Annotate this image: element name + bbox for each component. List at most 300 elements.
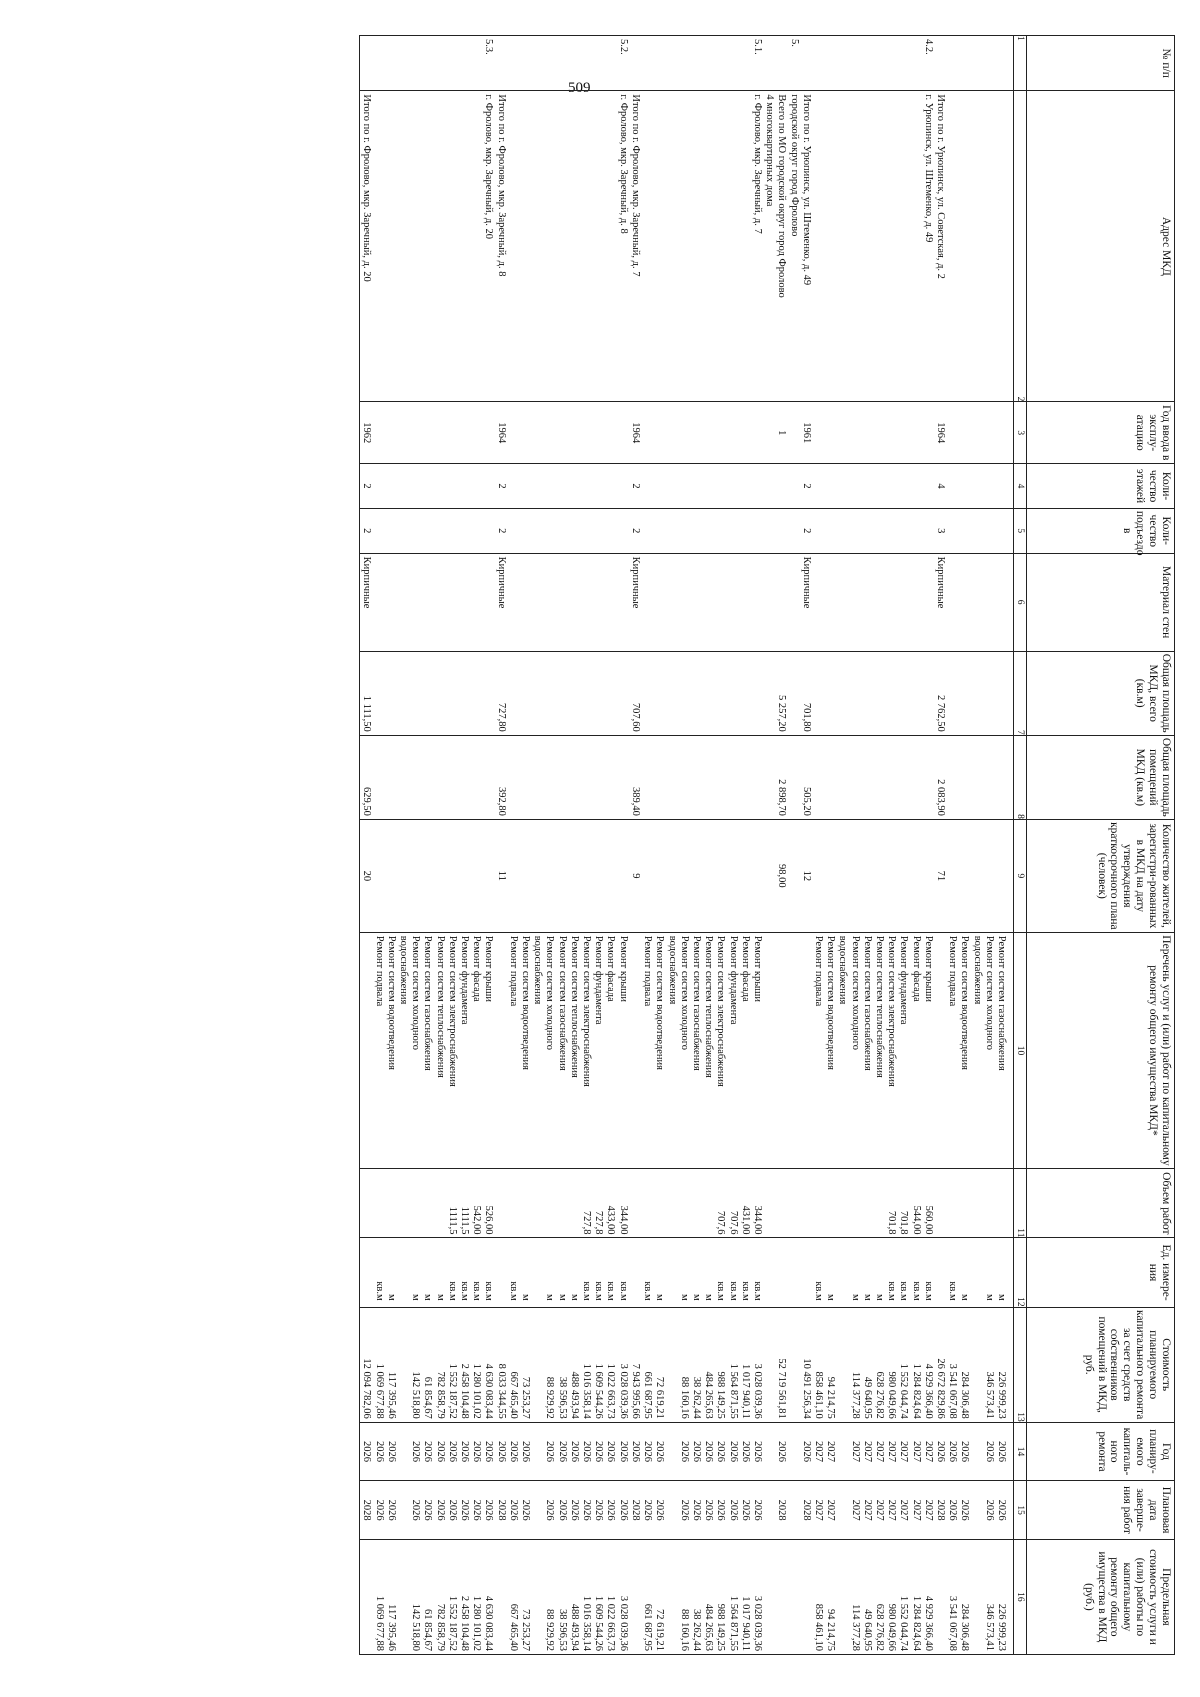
- cell-total-area: 727,80: [494, 651, 506, 735]
- cell-cost: 3 028 039,36: [751, 1307, 763, 1422]
- cell-unit: м: [824, 1238, 836, 1307]
- cell-completion-date: 2026: [507, 1481, 519, 1540]
- cell-year-built: 1964: [934, 402, 946, 464]
- cell-floors: [433, 464, 445, 509]
- cell-residents: [568, 819, 580, 932]
- cell-work-type: Ремонт крыши: [751, 932, 763, 1168]
- cell-residents: [763, 819, 775, 932]
- cell-total-area: [946, 651, 958, 735]
- table-row: [531, 36, 543, 1655]
- cell-wall-material: [531, 553, 543, 651]
- cell-entrances: [702, 508, 714, 553]
- cell-unit: кв.м: [739, 1238, 751, 1307]
- cell-address: [641, 91, 653, 402]
- cell-cost: 10 491 256,34: [800, 1307, 812, 1422]
- cell-floors: [970, 464, 982, 509]
- cell-address: [531, 91, 543, 402]
- cell-address: г. Фролово, мкр. Заречный, д. 20: [482, 91, 494, 402]
- cell-entrances: [604, 508, 616, 553]
- table-row: [507, 36, 519, 1655]
- cell-work-type: Ремонт подвала: [946, 932, 958, 1168]
- cell-residents: [446, 819, 458, 932]
- cell-repair-year: 2026: [983, 1422, 995, 1481]
- cell-entrances: [421, 508, 433, 553]
- cell-work-type: водоснабжения: [665, 932, 677, 1168]
- cell-address: [885, 91, 897, 402]
- cell-unit: м: [995, 1238, 1007, 1307]
- cell-residents: [946, 819, 958, 932]
- cell-completion-date: 2026: [641, 1481, 653, 1540]
- cell-work-type: Ремонт систем электроснабжения: [714, 932, 726, 1168]
- cell-entrances: [507, 508, 519, 553]
- header-row: [1027, 36, 1175, 1655]
- cell-residents: [873, 819, 885, 932]
- cell-cost: 2 458 104,48: [458, 1307, 470, 1422]
- cell-entrances: [568, 508, 580, 553]
- cell-row-number: [446, 36, 458, 91]
- cell-wall-material: [653, 553, 665, 651]
- cell-work-type: [763, 932, 775, 1168]
- cell-unit: [360, 1238, 373, 1307]
- cell-wall-material: [372, 553, 384, 651]
- cell-total-area: [592, 651, 604, 735]
- cell-address: [421, 91, 433, 402]
- table-row: [934, 36, 946, 1655]
- cell-max-cost: 1 552 187,52: [446, 1539, 458, 1654]
- cell-work-volume: [763, 1169, 775, 1238]
- table-row: [787, 36, 799, 1655]
- cell-premises-area: [873, 735, 885, 819]
- cell-row-number: [970, 36, 982, 91]
- cell-max-cost: 4 929 366,40: [922, 1539, 934, 1654]
- cell-residents: [543, 819, 555, 932]
- cell-residents: [409, 819, 421, 932]
- cell-premises-area: [970, 735, 982, 819]
- cell-premises-area: [531, 735, 543, 819]
- column-number-row: [1014, 36, 1027, 1655]
- cell-floors: [531, 464, 543, 509]
- cell-unit: кв.м: [751, 1238, 763, 1307]
- cell-wall-material: Кирпичные: [934, 553, 946, 651]
- cell-year-built: [873, 402, 885, 464]
- cell-entrances: [531, 508, 543, 553]
- cell-cost: 628 276,82: [873, 1307, 885, 1422]
- cell-total-area: [507, 651, 519, 735]
- cell-completion-date: 2026: [739, 1481, 751, 1540]
- cell-max-cost: [531, 1539, 543, 1654]
- table-row: [824, 36, 836, 1655]
- cell-premises-area: [397, 735, 409, 819]
- cell-work-type: Ремонт подвала: [641, 932, 653, 1168]
- table-row: [409, 36, 421, 1655]
- cell-completion-date: 2026: [446, 1481, 458, 1540]
- cell-wall-material: [970, 553, 982, 651]
- cell-completion-date: 2026: [983, 1481, 995, 1540]
- cell-year-built: 1962: [360, 402, 373, 464]
- cell-total-area: [482, 651, 494, 735]
- cell-premises-area: [385, 735, 397, 819]
- cell-row-number: [775, 36, 787, 91]
- cell-completion-date: 2026: [409, 1481, 421, 1540]
- cell-residents: 12: [800, 819, 812, 932]
- cell-entrances: [482, 508, 494, 553]
- cell-row-number: [641, 36, 653, 91]
- cell-work-type: Ремонт систем газоснабжения: [690, 932, 702, 1168]
- table-row: [360, 36, 373, 1655]
- cell-residents: [653, 819, 665, 932]
- cell-year-built: [397, 402, 409, 464]
- cell-work-volume: [873, 1169, 885, 1238]
- cell-total-area: [446, 651, 458, 735]
- cell-repair-year: 2026: [775, 1422, 787, 1481]
- cell-total-area: [873, 651, 885, 735]
- cell-cost: 1 016 358,14: [580, 1307, 592, 1422]
- cell-completion-date: 2028: [629, 1481, 641, 1540]
- cell-max-cost: 1 069 677,88: [372, 1539, 384, 1654]
- cell-premises-area: [690, 735, 702, 819]
- header-cell: Общая площадь помещений МКД (кв.м): [1027, 735, 1175, 819]
- cell-entrances: [983, 508, 995, 553]
- cell-cost: 88 929,92: [543, 1307, 555, 1422]
- cell-total-area: [470, 651, 482, 735]
- header-cell: Материал стен: [1027, 553, 1175, 651]
- cell-work-type: Ремонт систем водоотведения: [519, 932, 531, 1168]
- cell-year-built: [995, 402, 1007, 464]
- column-number: 12: [1014, 1238, 1027, 1307]
- table-row: [995, 36, 1007, 1655]
- cell-unit: кв.м: [592, 1238, 604, 1307]
- cell-floors: [653, 464, 665, 509]
- cell-unit: кв.м: [604, 1238, 616, 1307]
- cell-work-volume: 344,00: [617, 1169, 629, 1238]
- cell-unit: кв.м: [641, 1238, 653, 1307]
- cell-work-volume: [983, 1169, 995, 1238]
- cell-cost: 1 069 677,88: [372, 1307, 384, 1422]
- cell-max-cost: 2 458 104,48: [458, 1539, 470, 1654]
- cell-year-built: [861, 402, 873, 464]
- table-row: [800, 36, 812, 1655]
- cell-premises-area: [861, 735, 873, 819]
- cell-work-type: Ремонт систем водоотведения: [958, 932, 970, 1168]
- cell-max-cost: 226 999,23: [995, 1539, 1007, 1654]
- table-row: [836, 36, 848, 1655]
- cell-wall-material: Кирпичные: [629, 553, 641, 651]
- cell-work-type: Ремонт фасада: [604, 932, 616, 1168]
- cell-residents: [848, 819, 860, 932]
- cell-entrances: [641, 508, 653, 553]
- cell-completion-date: 2026: [592, 1481, 604, 1540]
- cell-entrances: [678, 508, 690, 553]
- cell-floors: [580, 464, 592, 509]
- cell-repair-year: 2027: [848, 1422, 860, 1481]
- cell-residents: [372, 819, 384, 932]
- cell-unit: м: [873, 1238, 885, 1307]
- cell-entrances: [763, 508, 775, 553]
- table-row: [702, 36, 714, 1655]
- cell-floors: [470, 464, 482, 509]
- cell-cost: [763, 1307, 775, 1422]
- cell-address: [653, 91, 665, 402]
- column-number: 7: [1014, 651, 1027, 735]
- cell-residents: [397, 819, 409, 932]
- table-row-spacer: [1007, 36, 1014, 1655]
- cell-row-number: 5.: [787, 36, 799, 91]
- cell-max-cost: 72 619,21: [653, 1539, 665, 1654]
- cell-unit: кв.м: [458, 1238, 470, 1307]
- cell-max-cost: 3 028 039,36: [751, 1539, 763, 1654]
- cell-cost: [531, 1307, 543, 1422]
- cell-entrances: 2: [360, 508, 373, 553]
- cell-premises-area: [763, 735, 775, 819]
- cell-max-cost: 73 253,27: [519, 1539, 531, 1654]
- cell-unit: [800, 1238, 812, 1307]
- cell-completion-date: 2028: [494, 1481, 506, 1540]
- cell-repair-year: 2027: [812, 1422, 824, 1481]
- cell-premises-area: [372, 735, 384, 819]
- cell-row-number: [983, 36, 995, 91]
- cell-residents: [824, 819, 836, 932]
- cell-entrances: 2: [629, 508, 641, 553]
- cell-year-built: [922, 402, 934, 464]
- cell-wall-material: [568, 553, 580, 651]
- cell-total-area: [922, 651, 934, 735]
- cell-work-volume: 560,00: [922, 1169, 934, 1238]
- cell-entrances: [592, 508, 604, 553]
- cell-total-area: [995, 651, 1007, 735]
- table-row: [946, 36, 958, 1655]
- cell-wall-material: [726, 553, 738, 651]
- cell-repair-year: 2026: [604, 1422, 616, 1481]
- cell-unit: м: [568, 1238, 580, 1307]
- cell-floors: [702, 464, 714, 509]
- cell-work-type: Ремонт систем газоснабжения: [421, 932, 433, 1168]
- cell-work-type: Ремонт систем электроснабжения: [580, 932, 592, 1168]
- cell-work-type: Ремонт крыши: [922, 932, 934, 1168]
- cell-max-cost: 1 609 544,26: [592, 1539, 604, 1654]
- cell-floors: [446, 464, 458, 509]
- cell-floors: [372, 464, 384, 509]
- cell-completion-date: 2026: [580, 1481, 592, 1540]
- cell-row-number: 5.1.: [751, 36, 763, 91]
- table-body: [360, 36, 1014, 1655]
- cell-max-cost: [787, 1539, 799, 1654]
- cell-wall-material: [397, 553, 409, 651]
- cell-wall-material: Кирпичные: [360, 553, 373, 651]
- cell-work-volume: 344,00: [751, 1169, 763, 1238]
- cell-entrances: [409, 508, 421, 553]
- cell-total-area: [836, 651, 848, 735]
- table-row: [983, 36, 995, 1655]
- cell-entrances: [665, 508, 677, 553]
- cell-repair-year: 2026: [617, 1422, 629, 1481]
- column-number: 10: [1014, 932, 1027, 1168]
- cell-year-built: [531, 402, 543, 464]
- cell-unit: м: [958, 1238, 970, 1307]
- cell-repair-year: 2026: [641, 1422, 653, 1481]
- cell-unit: кв.м: [446, 1238, 458, 1307]
- header-cell: Год планиру-емого капиталь-ного ремонта: [1027, 1422, 1175, 1481]
- cell-premises-area: [751, 735, 763, 819]
- cell-total-area: [604, 651, 616, 735]
- cell-max-cost: 88 929,92: [543, 1539, 555, 1654]
- cell-cost: 1 017 940,11: [739, 1307, 751, 1422]
- cell-residents: [604, 819, 616, 932]
- cell-floors: [482, 464, 494, 509]
- cell-work-volume: [800, 1169, 812, 1238]
- table-row: [885, 36, 897, 1655]
- cell-address: г. Фролово, мкр. Заречный, д. 8: [617, 91, 629, 402]
- cell-total-area: [763, 651, 775, 735]
- column-number: 5: [1014, 508, 1027, 553]
- cell-completion-date: 2026: [751, 1481, 763, 1540]
- cell-completion-date: 2026: [604, 1481, 616, 1540]
- header-cell: Ед. измере-ния: [1027, 1238, 1175, 1307]
- table-row: [580, 36, 592, 1655]
- cell-work-type: Ремонт систем газоснабжения: [555, 932, 567, 1168]
- cell-address: Итого по г. Фролово, мкр. Заречный, д. 20: [360, 91, 373, 402]
- cell-completion-date: 2027: [922, 1481, 934, 1540]
- cell-premises-area: [592, 735, 604, 819]
- cell-year-built: [385, 402, 397, 464]
- cell-work-type: водоснабжения: [836, 932, 848, 1168]
- cell-wall-material: [555, 553, 567, 651]
- cell-row-number: [372, 36, 384, 91]
- cell-repair-year: [763, 1422, 775, 1481]
- cell-cost: 346 573,41: [983, 1307, 995, 1422]
- cell-cost: [836, 1307, 848, 1422]
- cell-repair-year: 2026: [592, 1422, 604, 1481]
- cell-premises-area: [958, 735, 970, 819]
- table-row: [385, 36, 397, 1655]
- cell-unit: м: [653, 1238, 665, 1307]
- cell-address: Всего по МО городской округ город Фролово: [775, 91, 787, 402]
- cell-residents: 20: [360, 819, 373, 932]
- cell-year-built: [836, 402, 848, 464]
- cell-work-volume: 727,8: [592, 1169, 604, 1238]
- cell-repair-year: 2026: [678, 1422, 690, 1481]
- cell-floors: [922, 464, 934, 509]
- cell-max-cost: 484 265,63: [702, 1539, 714, 1654]
- cell-address: [824, 91, 836, 402]
- cell-floors: [421, 464, 433, 509]
- cell-entrances: [433, 508, 445, 553]
- cell-repair-year: 2026: [372, 1422, 384, 1481]
- cell-work-volume: [836, 1169, 848, 1238]
- cell-wall-material: [714, 553, 726, 651]
- cell-row-number: [494, 36, 506, 91]
- header-cell: Год ввода в эксплу-атацию: [1027, 402, 1175, 464]
- cell-total-area: [617, 651, 629, 735]
- cell-work-volume: [824, 1169, 836, 1238]
- cell-completion-date: 2027: [873, 1481, 885, 1540]
- table-row: [958, 36, 970, 1655]
- cell-floors: [983, 464, 995, 509]
- cell-total-area: [751, 651, 763, 735]
- cell-repair-year: 2026: [946, 1422, 958, 1481]
- table-row: [909, 36, 921, 1655]
- cell-completion-date: 2026: [678, 1481, 690, 1540]
- cell-total-area: [519, 651, 531, 735]
- cell-floors: [519, 464, 531, 509]
- cell-floors: [751, 464, 763, 509]
- cell-residents: [470, 819, 482, 932]
- cell-total-area: [568, 651, 580, 735]
- cell-year-built: [653, 402, 665, 464]
- cell-floors: [824, 464, 836, 509]
- header-cell: Адрес МКД: [1027, 91, 1175, 402]
- cell-wall-material: [446, 553, 458, 651]
- cell-row-number: [995, 36, 1007, 91]
- cell-cost: 667 465,40: [507, 1307, 519, 1422]
- cell-wall-material: [617, 553, 629, 651]
- cell-year-built: [617, 402, 629, 464]
- cell-unit: кв.м: [714, 1238, 726, 1307]
- cell-work-type: Ремонт систем водоотведения: [653, 932, 665, 1168]
- cell-premises-area: [836, 735, 848, 819]
- cell-year-built: [507, 402, 519, 464]
- cell-work-volume: [519, 1169, 531, 1238]
- page-number: 509: [568, 80, 591, 96]
- cell-row-number: [470, 36, 482, 91]
- cell-floors: 2: [360, 464, 373, 509]
- cell-address: [897, 91, 909, 402]
- cell-work-volume: 707,6: [726, 1169, 738, 1238]
- cell-work-type: Ремонт фундамента: [592, 932, 604, 1168]
- cell-residents: [983, 819, 995, 932]
- header-cell: Общая площадь МКД, всего (кв.м): [1027, 651, 1175, 735]
- cell-floors: [507, 464, 519, 509]
- cell-max-cost: 3 028 039,36: [617, 1539, 629, 1654]
- cell-work-volume: 701,8: [897, 1169, 909, 1238]
- cell-cost: 117 395,46: [385, 1307, 397, 1422]
- cell-address: [385, 91, 397, 402]
- cell-premises-area: [946, 735, 958, 819]
- cell-floors: [763, 464, 775, 509]
- cell-premises-area: [812, 735, 824, 819]
- column-number: 6: [1014, 553, 1027, 651]
- cell-year-built: [751, 402, 763, 464]
- cell-wall-material: [580, 553, 592, 651]
- cell-work-type: Ремонт систем холодного: [983, 932, 995, 1168]
- cell-max-cost: [836, 1539, 848, 1654]
- cell-floors: [568, 464, 580, 509]
- table-row: [555, 36, 567, 1655]
- cell-address: [592, 91, 604, 402]
- cell-floors: [397, 464, 409, 509]
- cell-entrances: [653, 508, 665, 553]
- cell-repair-year: 2026: [555, 1422, 567, 1481]
- cell-work-volume: 544,00: [909, 1169, 921, 1238]
- cell-floors: [641, 464, 653, 509]
- cell-residents: [885, 819, 897, 932]
- cell-repair-year: 2026: [519, 1422, 531, 1481]
- cell-cost: 1 609 544,26: [592, 1307, 604, 1422]
- cell-entrances: [617, 508, 629, 553]
- cell-unit: кв.м: [897, 1238, 909, 1307]
- cell-floors: [946, 464, 958, 509]
- cell-residents: [507, 819, 519, 932]
- cell-year-built: [641, 402, 653, 464]
- cell-entrances: [714, 508, 726, 553]
- cell-total-area: 1 111,50: [360, 651, 373, 735]
- cell-total-area: [555, 651, 567, 735]
- cell-floors: [739, 464, 751, 509]
- cell-entrances: [726, 508, 738, 553]
- cell-premises-area: [482, 735, 494, 819]
- cell-year-built: [665, 402, 677, 464]
- cell-work-volume: [360, 1169, 373, 1238]
- cell-repair-year: 2026: [409, 1422, 421, 1481]
